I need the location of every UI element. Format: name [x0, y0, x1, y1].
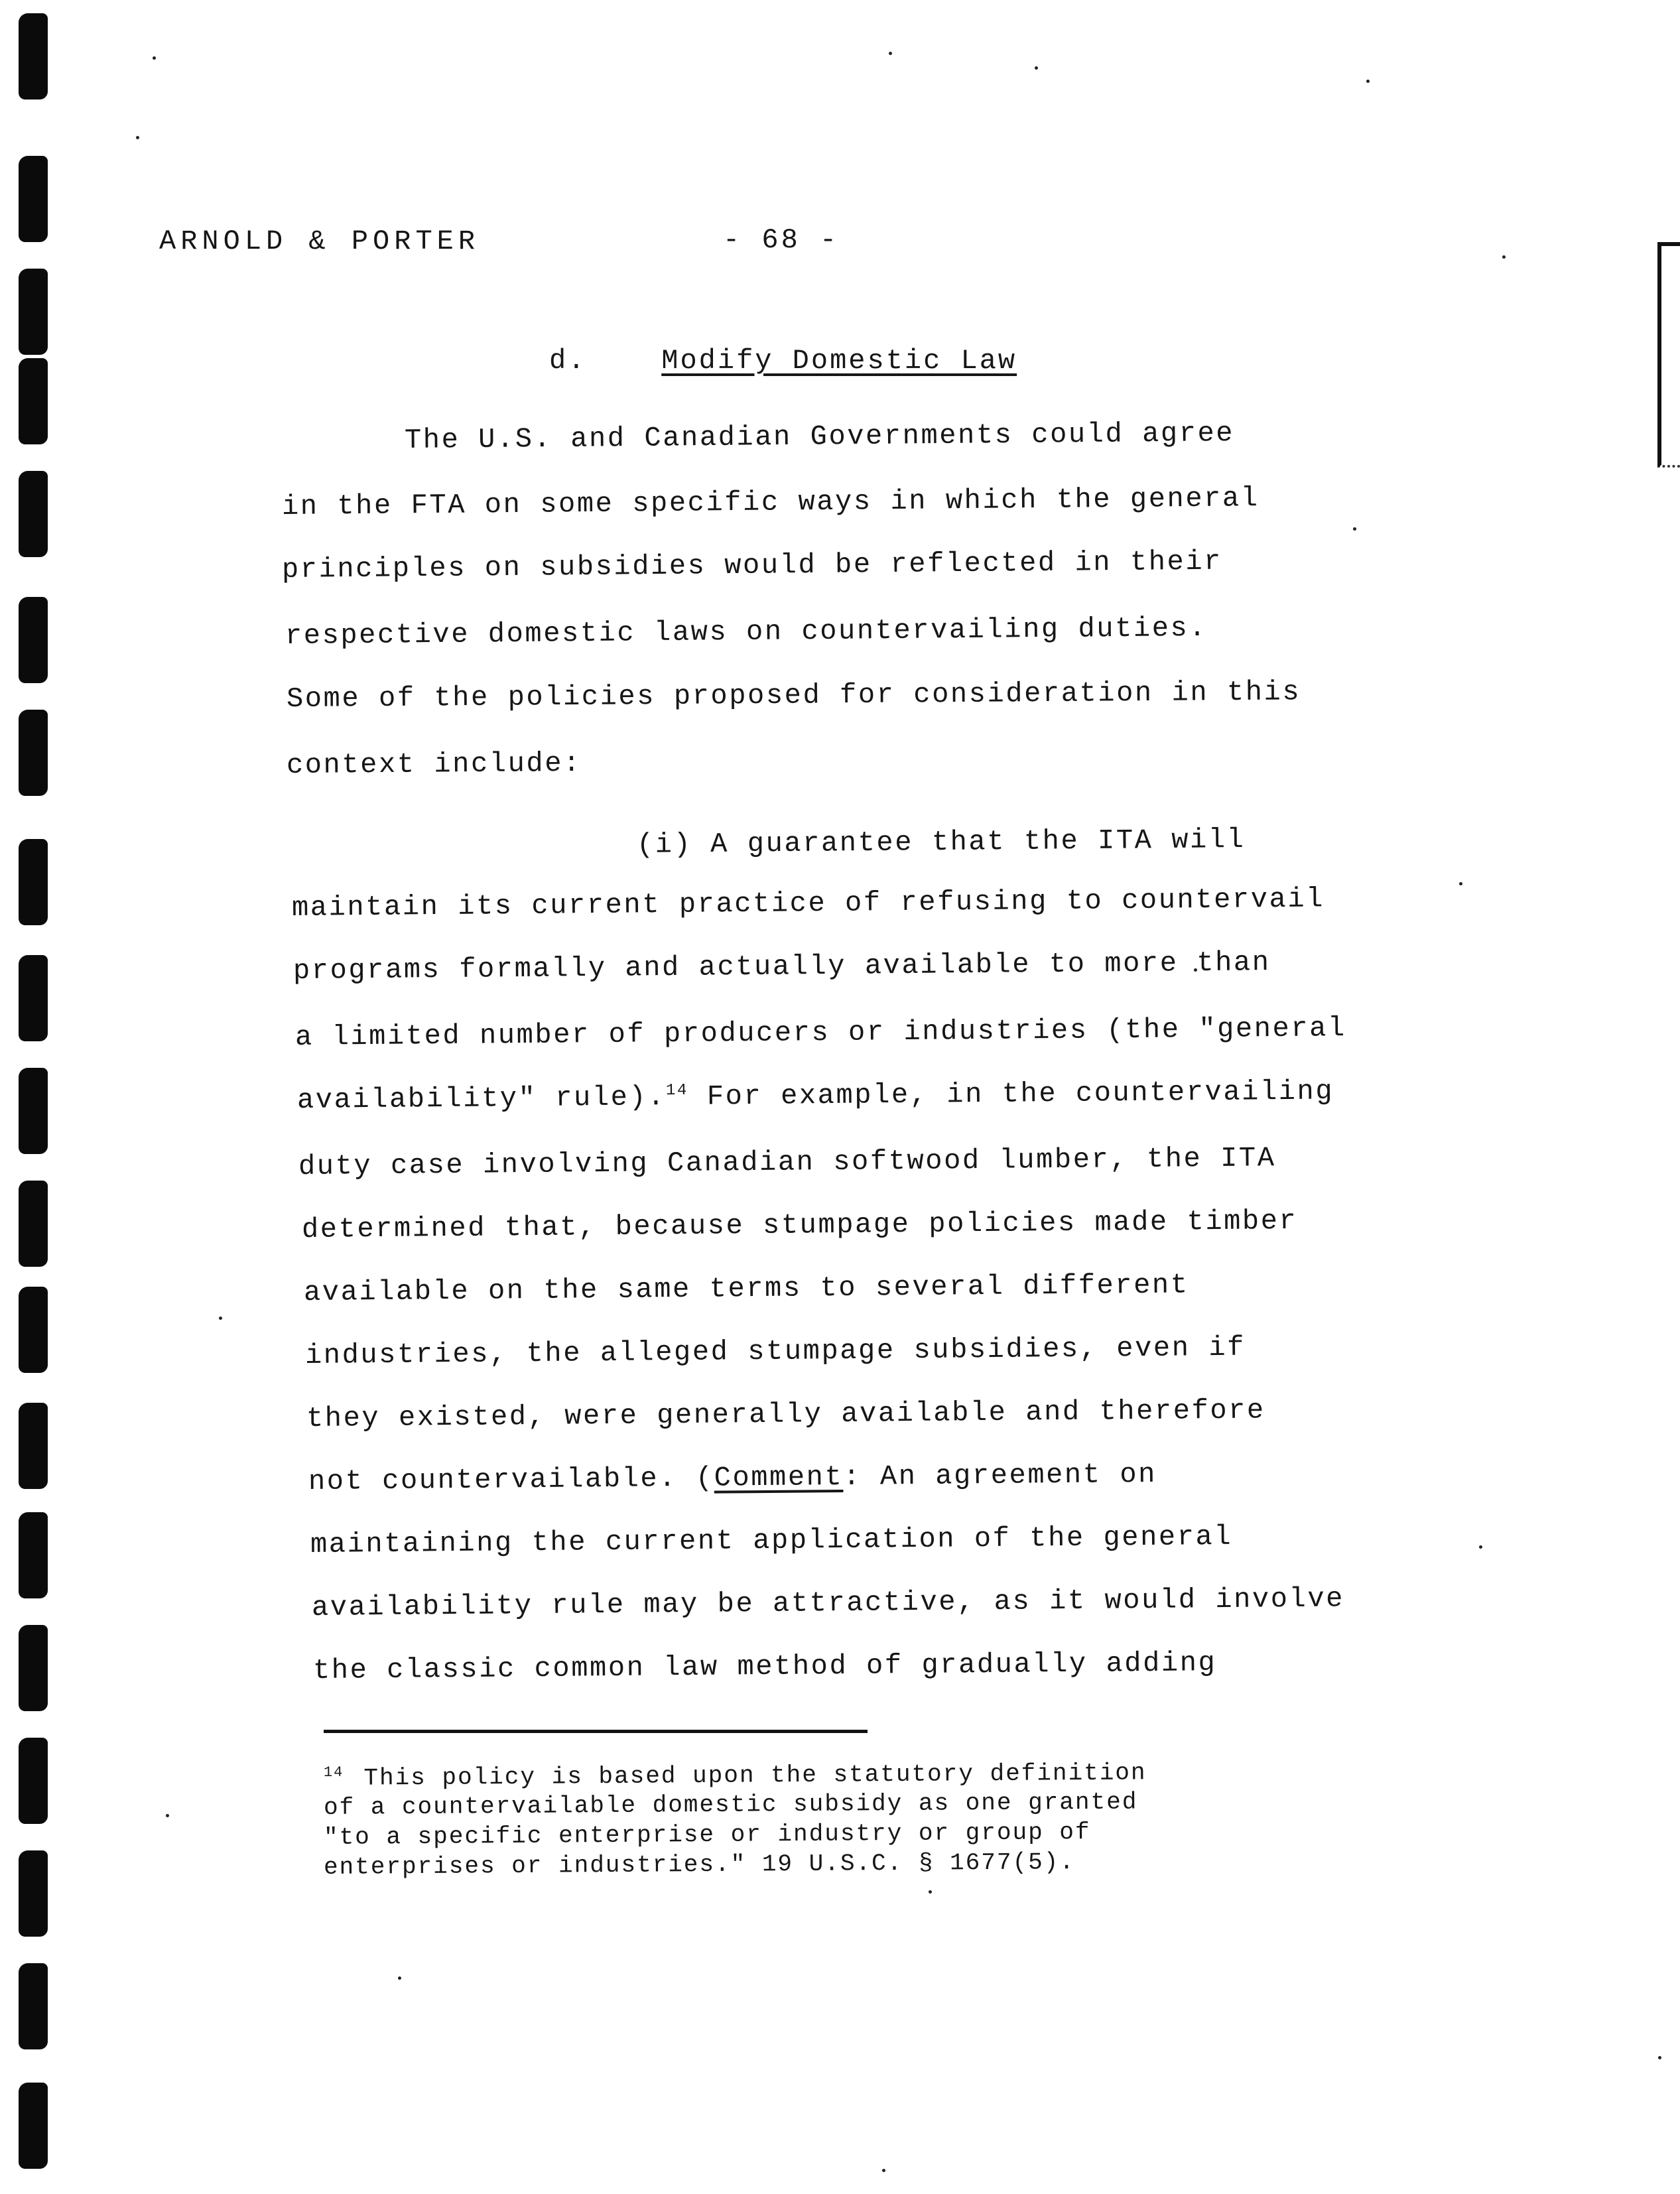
body-line: a limited number of producers or industries (the "general [294, 1012, 1346, 1053]
body-line: availability rule may be attractive, as it would involve [311, 1582, 1345, 1624]
body-line: principles on subsidies would be reflected in their [281, 545, 1223, 586]
footnote-separator [324, 1730, 868, 1733]
list-item-label: (i) A guarantee that the ITA will [636, 823, 1246, 861]
footnote-line: of a countervailable domestic subsidy as one granted [323, 1788, 1138, 1821]
body-line: maintaining the current application of the general [310, 1520, 1233, 1561]
body-line-with-footnote: availability" rule).$^{14}$ For example, in the countervailing [296, 1075, 1334, 1116]
body-line: in the FTA on some specific ways in which the general [281, 482, 1260, 523]
footnote-ref: 14 [665, 1081, 689, 1100]
page-number: - 68 - [723, 224, 840, 256]
footnote-line: "to a specific enterprise or industry or group of [323, 1818, 1091, 1851]
footnote-line: $^{14}$ This policy is based upon the statutory definition [323, 1759, 1147, 1792]
body-line: The U.S. and Canadian Governments could agree [404, 417, 1235, 456]
comment-label: Comment [714, 1460, 844, 1494]
body-line: maintain its current practice of refusing to countervail [291, 883, 1325, 924]
page-edge-bracket [1657, 242, 1680, 468]
body-line: programs formally and actually available to more than [292, 946, 1271, 987]
body-line-with-comment: not countervailable. (Comment: An agreement on [308, 1458, 1157, 1498]
section-heading [549, 345, 1017, 377]
body-line: industries, the alleged stumpage subsidies, even if [304, 1331, 1246, 1372]
body-line: duty case involving Canadian softwood lumber, the ITA [298, 1142, 1276, 1183]
body-line: determined that, because stumpage policies made timber [301, 1204, 1298, 1246]
body-line: the classic common law method of gradually adding [312, 1647, 1217, 1687]
body-line: they existed, were generally available and therefore [306, 1394, 1265, 1435]
body-line: available on the same terms to several different [303, 1269, 1189, 1309]
body-line: respective domestic laws on countervailing duties. [285, 612, 1208, 652]
firm-header: ARNOLD & PORTER [159, 226, 480, 257]
body-line: Some of the policies proposed for consideration in this [286, 676, 1301, 715]
section-letter: d. [549, 345, 587, 377]
section-title: Modify Domestic Law [661, 345, 1017, 377]
binder-edge-marks [19, 0, 58, 2194]
footnote-number: 14 [323, 1764, 344, 1781]
footnote-line: enterprises or industries." 19 U.S.C. § 1677(5). [323, 1848, 1076, 1881]
body-line: context include: [286, 747, 582, 781]
